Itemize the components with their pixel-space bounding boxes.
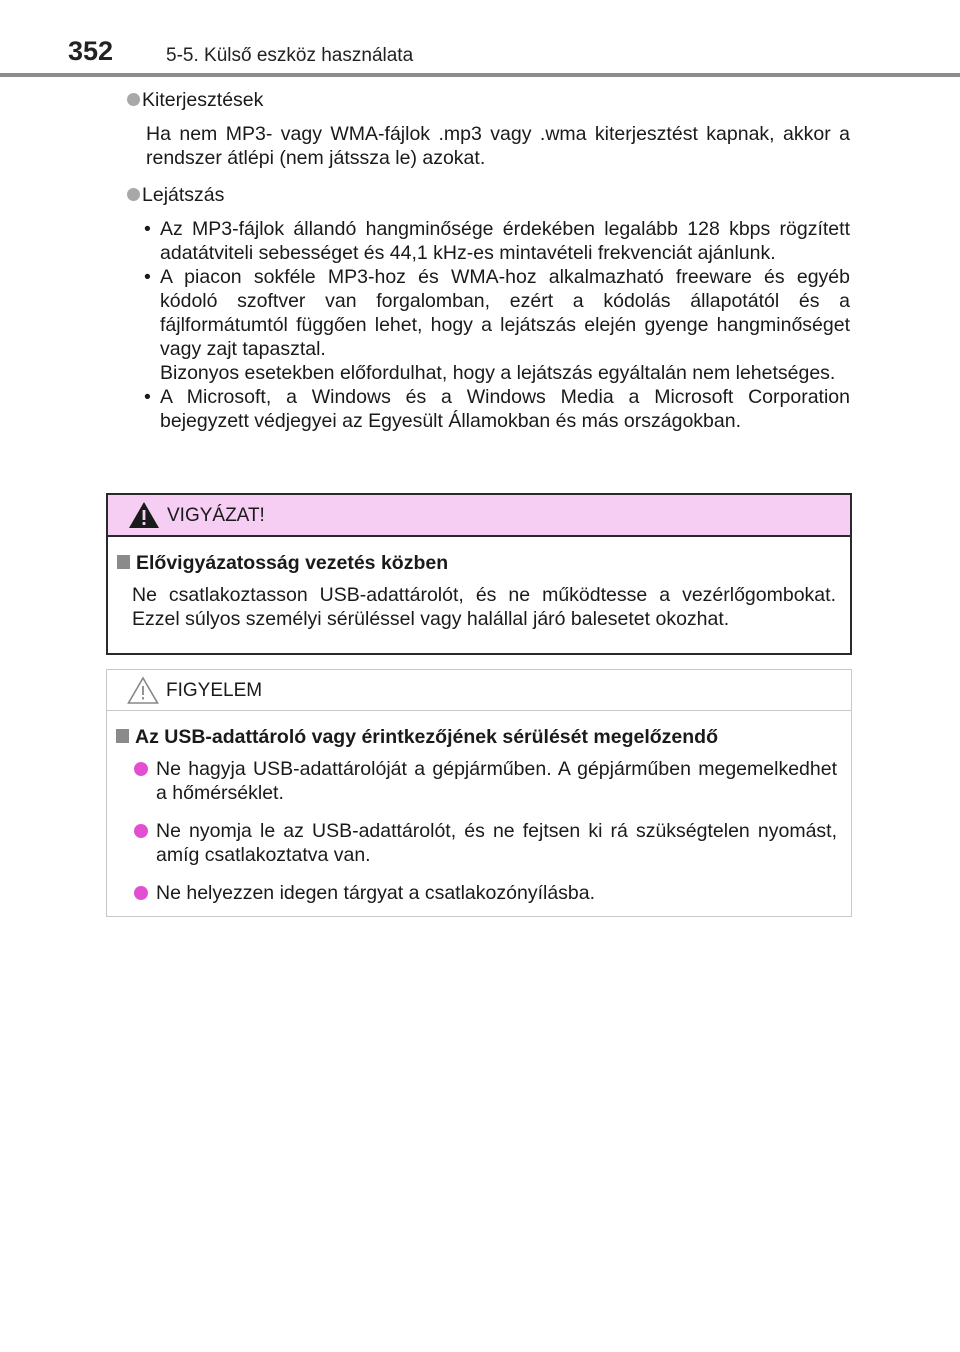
header-divider <box>0 73 960 77</box>
notice-heading-text: Az USB-adattároló vagy érintkezőjének sérülését megelőzendő <box>135 726 719 748</box>
heading-text: Kiterjesztések <box>142 89 264 111</box>
warning-heading <box>108 551 850 575</box>
list-item-text: A piacon sokféle MP3-hoz és WMA-hoz alkalmazható freeware és egyéb kódoló szoftver van forgalomban, ezért a kódolás állapotától és a fájlformátumtól függően lehet, hogy a lejátszás elején gyenge hangminőséget vagy zajt tapasztal. <box>160 266 850 360</box>
notice-heading <box>107 725 851 749</box>
list-item-continuation: Bizonyos esetekben előfordulhat, hogy a lejátszás egyáltalán nem lehetséges. <box>160 362 836 384</box>
caution-triangle-icon <box>127 676 159 704</box>
bullet-mark: • <box>144 386 151 408</box>
page-header <box>0 0 960 82</box>
list-item <box>128 265 850 385</box>
notice-header <box>107 670 851 711</box>
list-item-text: Ne helyezzen idegen tárgyat a csatlakozónyílásba. <box>156 882 596 904</box>
square-bullet-icon <box>116 729 129 743</box>
list-item <box>128 217 850 265</box>
heading-text: Lejátszás <box>142 184 225 206</box>
list-item-text: Ne nyomja le az USB-adattárolót, és ne fejtsen ki rá szükségtelen nyomást, amíg csatlakoztatva van. <box>156 820 837 866</box>
list-item <box>107 819 851 867</box>
list-item <box>107 881 851 905</box>
notice-label: FIGYELEM <box>166 680 263 701</box>
warning-box <box>106 493 852 655</box>
main-content <box>128 88 850 433</box>
bullet-mark: • <box>144 218 151 240</box>
warning-heading-text: Elővigyázatosság vezetés közben <box>136 552 449 574</box>
list-item-text: A Microsoft, a Windows és a Windows Media a Microsoft Corporation bejegyzett védjegyei az Egyesült Államokban és más országokban. <box>160 386 850 432</box>
section-title: 5-5. Külső eszköz használata <box>166 45 414 66</box>
warning-body <box>108 537 850 631</box>
list-item <box>107 757 851 805</box>
page-number: 352 <box>68 36 114 66</box>
extensions-paragraph: Ha nem MP3- vagy WMA-fájlok .mp3 vagy .wma kiterjesztést kapnak, akkor a rendszer átlépi (nem játssza le) azokat. <box>146 123 850 169</box>
notice-box <box>106 669 852 917</box>
gray-bullet-icon <box>127 93 140 106</box>
heading-playback <box>128 183 850 207</box>
heading-extensions <box>128 88 850 112</box>
notice-body <box>107 711 851 905</box>
bullet-mark: • <box>144 266 151 288</box>
pink-bullet-icon <box>134 824 148 838</box>
warning-text: Ne csatlakoztasson USB-adattárolót, és ne működtesse a vezérlőgombokat. Ezzel súlyos személyi sérüléssel vagy halállal járó balesetet okozhat. <box>132 584 836 630</box>
warning-label: VIGYÁZAT! <box>167 505 265 526</box>
gray-bullet-icon <box>127 188 140 201</box>
square-bullet-icon <box>117 555 130 569</box>
pink-bullet-icon <box>134 762 148 776</box>
warning-header <box>108 495 850 537</box>
list-item-text: Az MP3-fájlok állandó hangminősége érdekében legalább 128 kbps rögzített adatátviteli sebességet és 44,1 kHz-es mintavételi frekvenciát ajánlunk. <box>160 218 850 264</box>
pink-bullet-icon <box>134 886 148 900</box>
list-item-text: Ne hagyja USB-adattárolóját a gépjárműben. A gépjárműben megemelkedhet a hőmérséklet. <box>156 758 837 804</box>
list-item <box>128 385 850 433</box>
warning-triangle-icon <box>128 501 160 529</box>
